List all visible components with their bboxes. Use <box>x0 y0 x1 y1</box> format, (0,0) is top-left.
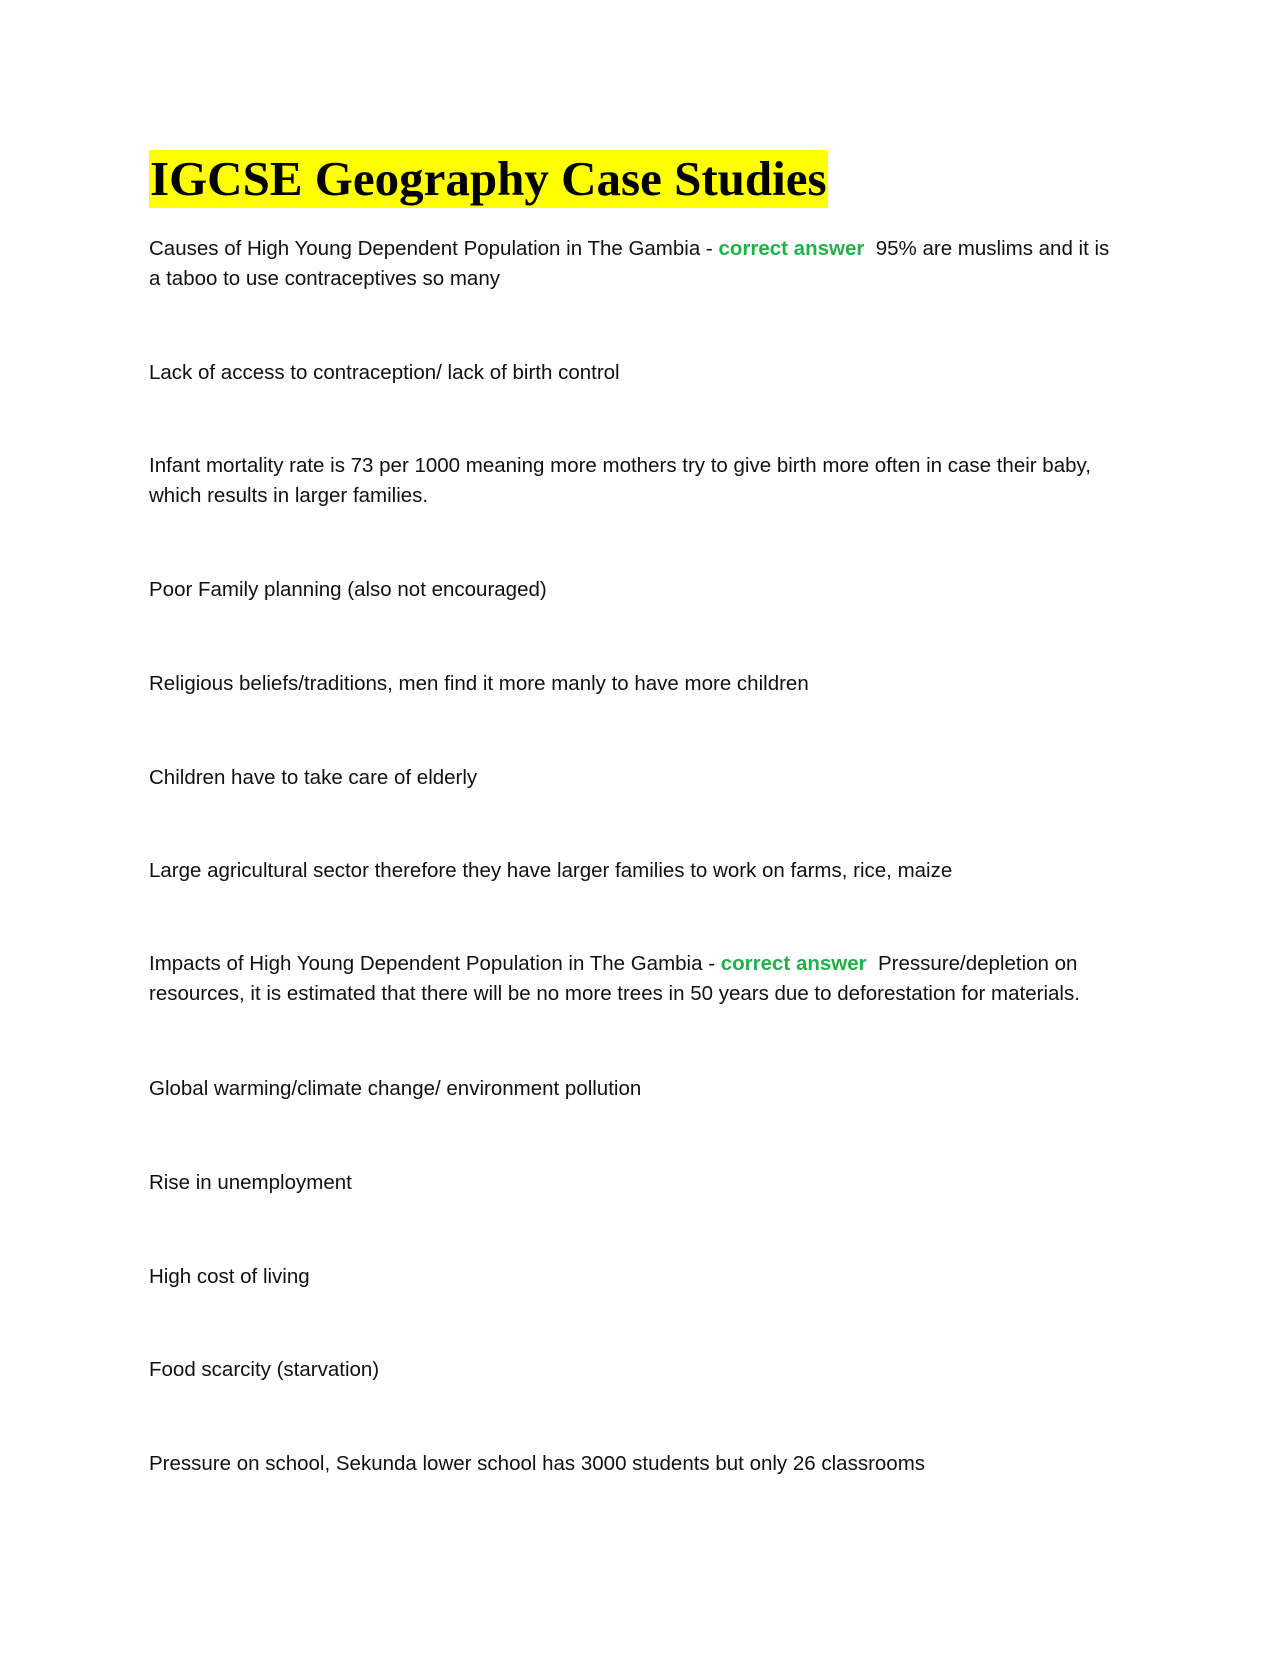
list-item: Religious beliefs/traditions, men find it more manly to have more children <box>149 672 809 695</box>
list-item: Global warming/climate change/ environment pollution <box>149 1077 642 1100</box>
list-item: Infant mortality rate is 73 per 1000 meaning more mothers try to give birth more often in case their baby, which results in larger families. <box>149 454 1091 507</box>
question-text: Causes of High Young Dependent Population in The Gambia - <box>149 237 713 260</box>
list-item: Rise in unemployment <box>149 1171 352 1194</box>
list-item: Poor Family planning (also not encouraged) <box>149 578 547 601</box>
list-item: Children have to take care of elderly <box>149 766 478 789</box>
answer-text: Pressure/depletion on resources, it is estimated that there will be no more trees in 50 years due to deforestation for materials. <box>149 952 1080 1005</box>
question-impacts <box>149 949 1124 1009</box>
list-item: Lack of access to contraception/ lack of birth control <box>149 361 620 384</box>
question-causes <box>149 234 1124 294</box>
list-item: High cost of living <box>149 1265 310 1288</box>
question-text: Impacts of High Young Dependent Population in The Gambia - <box>149 952 716 975</box>
correct-answer-label: correct answer <box>718 237 865 260</box>
list-item: Large agricultural sector therefore they have larger families to work on farms, rice, maize <box>149 859 953 882</box>
correct-answer-label: correct answer <box>720 952 867 975</box>
list-item: Food scarcity (starvation) <box>149 1358 380 1381</box>
answer-text: 95% are muslims and it is a taboo to use contraceptives so many <box>149 237 1110 290</box>
document-title: IGCSE Geography Case Studies <box>150 151 827 206</box>
list-item: Pressure on school, Sekunda lower school has 3000 students but only 26 classrooms <box>149 1452 926 1475</box>
